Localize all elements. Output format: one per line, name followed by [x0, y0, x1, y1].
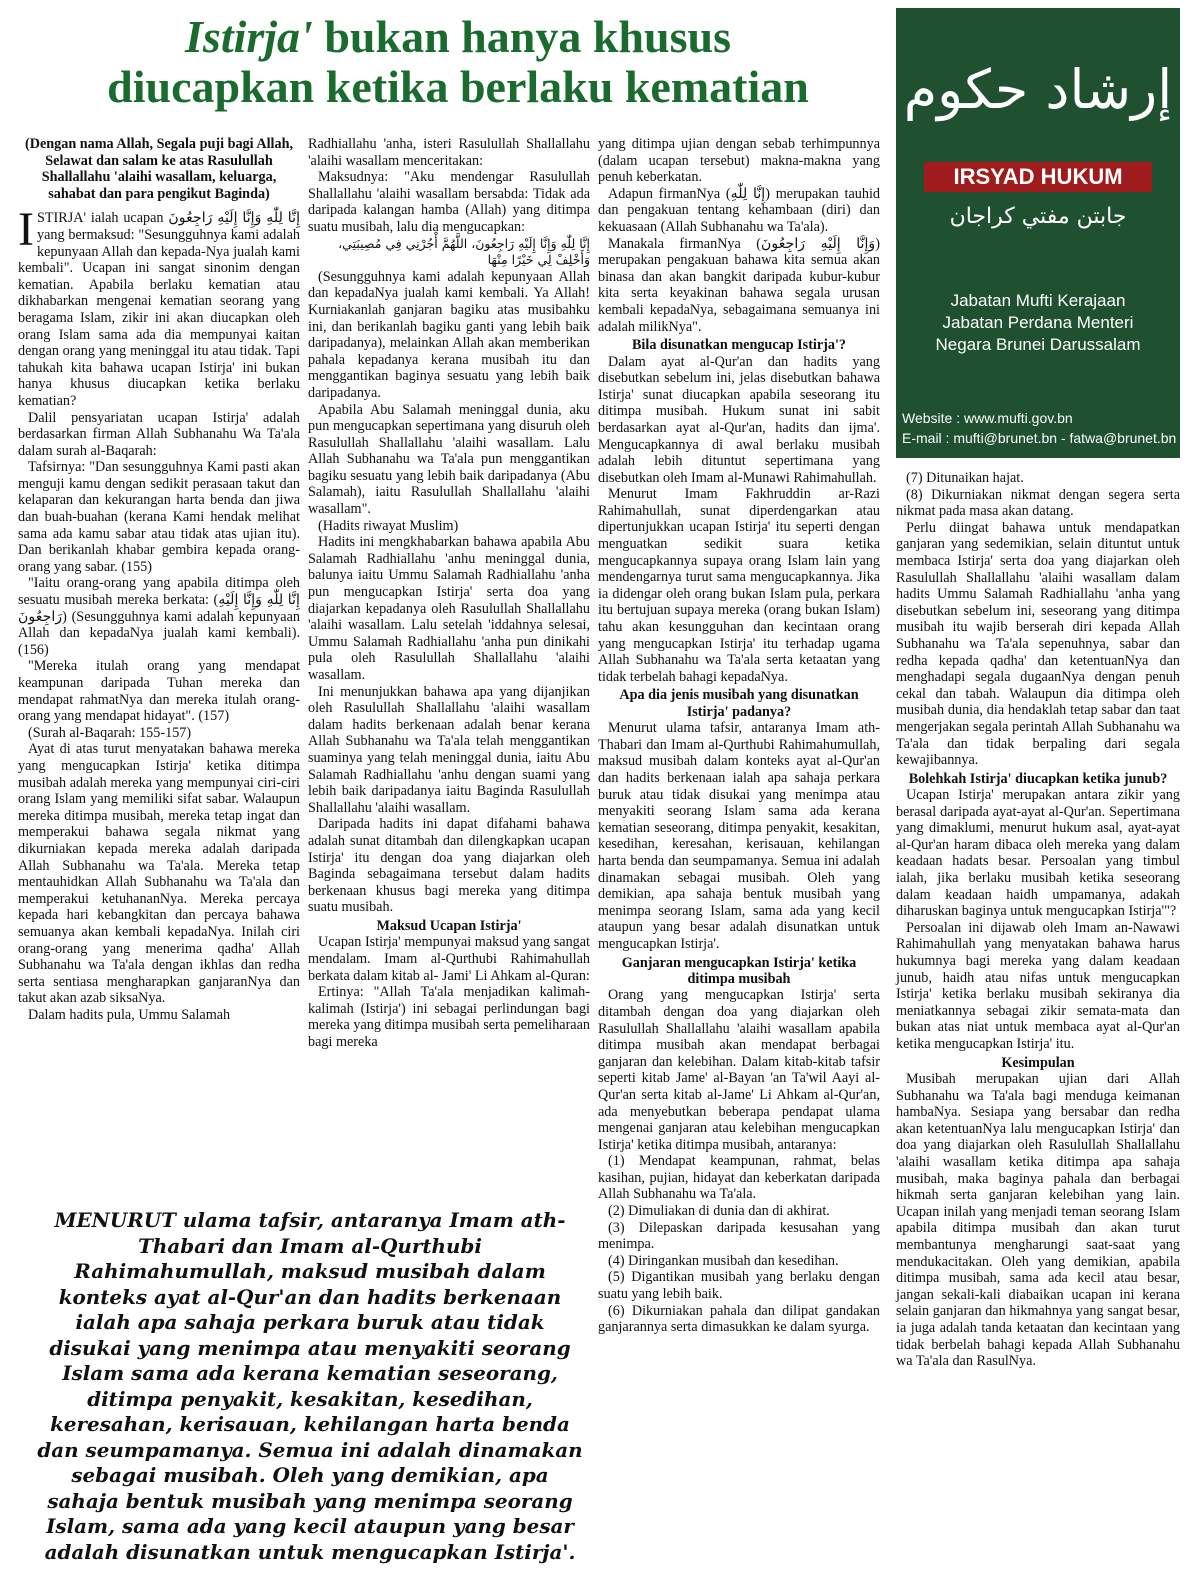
- paragraph: Dalam hadits pula, Ummu Salamah: [28, 1006, 231, 1023]
- paragraph: Menurut Imam Fakhruddin ar-Razi Rahimahullah, sunat diperdengarkan atau dipertunjukkan ucapan Istirja' itu seperti dengan menguatkan sedikit suara ketika mengucapkannya supaya orang Islam lain yang mendengarnya turut sama mengucapkannya. Jika ia didengar oleh orang bukan Islam pula, perkara itu bertujuan supaya mereka (orang bukan Islam) tahu akan kesungguhan dan kecintaan orang yang mengucapkan Istirja' itu terhadap ugama Allah Subhanahu wa Ta'ala serta ketaatan yang tidak terbelah bahagi kepadaNya.: [598, 486, 880, 685]
- website-link[interactable]: Website : www.mufti.gov.bn: [902, 410, 1073, 426]
- paragraph: Perlu diingat bahawa untuk mendapatkan ganjaran yang sedemikian, selain dituntut untuk membaca Istirja' serta doa yang diajarkan oleh Rasulullah Shallallahu 'alaihi wasallam dalam hadits Ummu Salamah Radhiallahu 'anha yang disebutkan sebelum ini, seseorang yang ditimpa musibah itu wajib berserah diri kepada Allah Subhanahu wa Ta'ala sepenuhnya, sabar dan redha kepada qadha' dan ketentuanNya dan menghadapi segala dugaanNya dengan penuh cekal dan tabah. Walaupun dia ditimpa oleh musibah dunia, dia hendaklah tetap sabar dan taat mengerjakan segala perintah Allah Subhanahu wa Ta'ala dan tidak berpaling dari segala kewajibannya.: [896, 519, 1180, 769]
- paragraph: Dalil pensyariatan ucapan Istirja' adalah berdasarkan firman Allah Subhanahu Wa Ta'ala dalam surah al-Baqarah:: [18, 409, 300, 459]
- irsyad-hukum-banner: [896, 8, 1180, 458]
- paragraph: Dalam ayat al-Qur'an dan hadits yang disebutkan sebelum ini, jelas disebutkan bahawa Istirja' sunat diucapkan apabila seseorang itu ditimpa musibah. Hukum sunat ini sabit berdasarkan ayat al-Qur'an, hadits dan ijma'. Mengucapkannya di awal berlaku musibah adalah lebih dituntut sepertimana yang disebutkan oleh Imam al-Munawi Rahimahullah.: [598, 353, 880, 486]
- headline-line2: diucapkan ketika berlaku kematian: [107, 61, 809, 112]
- subheading: Maksud Ucapan Istirja': [376, 917, 522, 934]
- subheading: Ganjaran mengucapkan Istirja' ketika ditimpa musibah: [621, 954, 857, 987]
- drop-cap: I: [18, 203, 34, 257]
- column-2: [308, 136, 590, 1050]
- paragraph: Orang yang mengucapkan Istirja' serta ditambah dengan doa yang diajarkan oleh Rasulullah Shallallahu 'alaihi wasallam apabila ditimpa musibah akan mendapat berbagai ganjaran dan kelebihan. Dalam kitab-kitab tafsir seperti kitab Jame' al-Bayan 'an Ta'wil Aayi al-Qur'an serta kitab al-Jame' Li Ahkam al-Qur'an, ada menyebutkan beberapa pendapat ulama mengenai ganjaran atau kelebihan mengucapkan Istirja' ketika ditimpa musibah, antaranya:: [598, 987, 880, 1153]
- paragraph: Ayat di atas turut menyatakan bahawa mereka yang mengucapkan Istirja' ketika ditimpa musibah adalah mereka yang mempunyai ciri-ciri orang Islam yang memiliki sifat sabar. Walaupun mereka ditimpa musibah, mereka tetap ingat dan memperakui bahawa segala nikmat yang dikurniakan kepada mereka adalah daripada Allah Subhanahu wa Ta'ala. Mereka tetap mentauhidkan Allah Subhanahu wa Ta'ala dan memperakui ketuhananNya. Mereka percaya kepada hari kebangkitan dan percaya bahawa semuanya akan kembali kepadaNya. Inilah ciri orang-orang yang menerima qadha' Allah Subhanahu wa Ta'ala dengan ikhlas dan redha serta sentiasa mengharapkan ganjaranNya dan takut akan azab siksaNya.: [18, 741, 300, 1007]
- agency-block: [896, 290, 1180, 356]
- column-4: [896, 470, 1180, 1370]
- paragraph: (Surah al-Baqarah: 155-157): [28, 724, 192, 741]
- list-item: (5) Digantikan musibah yang berlaku dengan suatu yang lebih baik.: [598, 1269, 880, 1303]
- paragraph: Apabila Abu Salamah meninggal dunia, aku pun mengucapkan sepertimana yang disuruh oleh Rasulullah Shallallahu 'alaihi wasallam. Lalu Allah Subhanahu wa Ta'ala pun menggantikan bagiku sesuatu yang lebih baik daripadanya (Abu Salamah), iaitu Rasulullah Shallallahu 'alaihi wasallam".: [308, 401, 590, 518]
- irsyad-hukum-title: IRSYAD HUKUM: [924, 162, 1152, 192]
- list-item: (8) Dikurniakan nikmat dengan segera serta nikmat pada masa akan datang.: [896, 486, 1180, 520]
- paragraph: Daripada hadits ini dapat difahami bahawa adalah sunat ditambah dan dilengkapkan ucapan Istirja' itu dengan doa yang diajarkan oleh Baginda sebagaimana tersebut dalam hadits berkenaan khusus bagi mereka yang ditimpa suatu musibah.: [308, 816, 590, 916]
- paragraph: Ucapan Istirja' mempunyai maksud yang sangat mendalam. Imam al-Qurthubi Rahimahullah berkata dalam kitab al- Jami' Li Ahkam al-Quran:: [308, 934, 590, 984]
- paragraph: Adapun firmanNya (إِنَّا لِلّٰهِ) merupakan tauhid dan pengakuan tentang kehambaan (diri) dan kekuasaan (Allah Subhanahu wa Ta'ala).: [598, 185, 880, 235]
- list-item: (6) Dikurniakan pahala dan dilipat gandakan ganjarannya serta dimasukkan ke dalam syurga.: [598, 1302, 880, 1336]
- list-item: (7) Ditunaikan hajat.: [906, 470, 1024, 486]
- calligraphy-logo: [896, 8, 1180, 158]
- agency-line-2: Jabatan Perdana Menteri: [942, 313, 1134, 332]
- paragraph: "Iaitu orang-orang yang apabila ditimpa oleh sesuatu musibah mereka berkata: (إِنَّا لِلّٰهِ وَإِنَّا إِلَيْهِ رَاجِعُونَ) (Sesungguhnya kami adalah kepunyaan Allah dan kepadaNya jualah kami kembali). (156): [18, 575, 300, 658]
- paragraph: Ertinya: "Allah Ta'ala menjadikan kalimah-kalimah (Istirja') ini sebagai perlindungan bagi mereka yang ditimpa musibah serta pemeliharaan bagi mereka: [308, 984, 590, 1050]
- contact-block: [902, 408, 1178, 448]
- paragraph: Hadits ini mengkhabarkan bahawa apabila Abu Salamah Radhiallahu 'anhu meninggal dunia, balunya iaitu Ummu Salamah Radhiallahu 'anha pun mengucapkan Istirja' serta doa yang diajarkan kepadanya oleh Rasulullah Shallallahu 'alaihi wasallam. Lalu setelah 'iddahnya selesai, Ummu Salamah Radhiallahu 'anha pun dinikahi pula oleh Rasulullah Shallallahu 'alaihi wasallam.: [308, 534, 590, 683]
- paragraph: Radhiallahu 'anha, isteri Rasulullah Shallallahu 'alaihi wasallam menceritakan:: [308, 136, 590, 169]
- list-item: (3) Dilepaskan daripada kesusahan yang menimpa.: [598, 1219, 880, 1253]
- paragraph: Menurut ulama tafsir, antaranya Imam ath-Thabari dan Imam al-Qurthubi Rahimahumullah, maksud musibah dalam konteks ayat al-Qur'an dan hadits berkenaan ialah apa sahaja perkara buruk atau tidak disukai yang menimpa atau menyakiti seorang Islam sama ada kerana kematian seseorang, ditimpa penyakit, kesakitan, kesedihan, keresahan, kerisauan, kehilangan harta benda dan seumpamanya. Semua ini adalah dinamakan sebagai musibah. Oleh yang demikian, apa sahaja bentuk musibah yang menimpa seorang Islam, sama ada yang kecil ataupun yang besar adalah disunatkan untuk mengucapkan Istirja'.: [598, 720, 880, 952]
- email-link[interactable]: E-mail : mufti@brunet.bn - fatwa@brunet.bn: [902, 430, 1177, 446]
- paragraph: Maksudnya: "Aku mendengar Rasulullah Shallallahu 'alaihi wasallam bersabda: Tidak ada daripada kalangan hamba (Allah) yang ditimpa suatu musibah, lalu dia mengucapkan:: [308, 169, 590, 235]
- subheading: Bolehkah Istirja' diucapkan ketika junub?: [908, 770, 1168, 787]
- paragraph: Ini menunjukkan bahawa apa yang dijanjikan oleh Rasulullah Shallallahu 'alaihi wasallam dalam hadits berkenaan adalah benar kerana Allah Subhanahu wa Ta'ala telah menggantikan suaminya yang telah meninggal dunia, iaitu Abu Salamah Radhiallahu 'anhu dengan suami yang lebih baik daripadanya iaitu Baginda Rasulullah Shallallahu 'alaihi wasallam.: [308, 683, 590, 816]
- paragraph: yang ditimpa ujian dengan sebab terhimpunnya (dalam ucapan tersebut) makna-makna yang penuh keberkatan.: [598, 136, 880, 186]
- paragraph: [18, 203, 301, 409]
- paragraph: Persoalan ini dijawab oleh Imam an-Nawawi Rahimahullah yang menyatakan bahawa harus hukumnya bagi mereka yang dalam keadaan junub, haidh atau nifas untuk mengucapkan Istirja' ketika berlaku musibah sekiranya dia meniatkannya sebagai zikir semata-mata dan bukan atas niat untuk membaca ayat al-Qur'an ketika mengucapkan Istirja' itu.: [896, 919, 1180, 1052]
- arabic-subtitle: جابتن مفتي كراجان: [949, 204, 1127, 229]
- pull-quote: MENURUT ulama tafsir, antaranya Imam ath-Thabari dan Imam al-Qurthubi Rahimahumullah, maksud musibah dalam konteks ayat al-Qur'an dan hadits berkenaan ialah apa sahaja perkara buruk atau tidak disukai yang menimpa atau menyakiti seorang Islam sama ada kerana kematian seseorang, ditimpa penyakit, kesakitan, kesedihan, keresahan, kerisauan, kehilangan harta benda dan seumpamanya. Semua ini adalah dinamakan sebagai musibah. Oleh yang demikian, apa sahaja bentuk musibah yang menimpa seorang Islam, sama ada yang kecil ataupun yang besar adalah disunatkan untuk mengucapkan Istirja'.: [37, 1208, 583, 1564]
- headline: [18, 12, 898, 112]
- paragraph: (Hadits riwayat Muslim): [318, 517, 459, 534]
- paragraph: Musibah merupakan ujian dari Allah Subhanahu wa Ta'ala bagi menduga keimanan hambaNya. Sesiapa yang bersabar dan redha akan ketentuanNya lalu mengucapkan Istirja' dan doa yang diajarkan oleh Rasulullah Shallallahu 'alaihi wasallam ketika ditimpa apa sahaja musibah, maka baginya pahala dan berbagai hikmah serta ganjaran kelebihan yang lain. Ucapan inilah yang menjadi teman seorang Islam apabila ditimpa musibah dan akan turut membantunya mengharungi saat-saat yang mendukacitakan. Oleh yang demikian, apabila ditimpa musibah, sama ada kecil atau besar, jangan sekali-kali diabaikan ucapan ini kerana selain ganjaran dan hikmahnya yang sangat besar, ia juga adalah tanda ketaatan dan kecintaan yang tidak berbelah bahagi kepada Allah Subhanahu wa Ta'ala dan RasulNya.: [896, 1071, 1180, 1370]
- arabic-prayer: إِنَّا لِلّٰهِ وَإِنَّا إِلَيْهِ رَاجِعُونَ، اللَّهُمَّ أْجُرْنِي فِي مُصِيبَتِي، وَأَخْلِفْ لِي خَيْرًا مِنْهَا: [338, 235, 590, 268]
- headline-rest1: bukan hanya khusus: [312, 11, 731, 62]
- column-1: [18, 136, 300, 1023]
- list-item: (4) Diringankan musibah dan kesedihan.: [608, 1252, 839, 1269]
- paragraph: "Mereka itulah orang yang mendapat keampunan daripada Tuhan mereka dan mendapat rahmatNya dan mereka itulah orang-orang yang mendapat hidayat". (157): [18, 658, 300, 725]
- calligraphy-logo-text: إرشاد حكوم: [903, 58, 1173, 121]
- agency-line-3: Negara Brunei Darussalam: [935, 335, 1141, 354]
- subheading: Apa dia jenis musibah yang disunatkan Istirja' padanya?: [619, 687, 859, 720]
- paragraph: Ucapan Istirja' merupakan antara zikir yang berasal daripada ayat-ayat al-Qur'an. Sepertimana yang dimaklumi, menurut hukum asal, ayat-ayat al-Qur'an haram dibaca oleh mereka yang dalam keadaan hadats besar. Persoalan yang timbul ialah, jika berlaku musibah ketika seseorang dalam keadaan haidh umpamanya, adakah diharuskan baginya untuk mengucapkan Istirja'"?: [896, 787, 1180, 920]
- subheading: Bila disunatkan mengucap Istirja'?: [631, 337, 847, 354]
- subheading: Kesimpulan: [1001, 1054, 1075, 1071]
- list-item: (1) Mendapat keampunan, rahmat, belas kasihan, pujian, hidayat dan keberkatan daripada Allah Subhanahu wa Ta'ala.: [598, 1153, 880, 1203]
- paragraph-text: STIRJA' ialah ucapan إِنَّا لِلّٰهِ وَإِنَّا إِلَيْهِ رَاجِعُونَ yang bermaksud: "Sesungguhnya kami adalah kepunyaan Allah dan kepada-Nya jualah kami kembali". Ucapan ini sangat sinonim dengan kematian. Apabila berlaku kematian atau dikhabarkan mengenai kematian seorang yang beragama Islam, zikir ini akan diucapkan oleh orang Islam sama ada dia mempunyai kaitan dengan orang yang meninggal itu atau tidak. Tapi tahukah kita bahawa ucapan Istirja' ini bukan hanya khusus diucapkan ketika berlaku kematian?: [18, 210, 301, 409]
- intro-text: (Dengan nama Allah, Segala puji bagi Allah, Selawat dan salam ke atas Rasulullah Shallallahu 'alaihi wasallam, keluarga, sahabat dan para pengikut Baginda): [24, 136, 294, 202]
- column-3: [598, 136, 880, 1336]
- paragraph: (Sesungguhnya kami adalah kepunyaan Allah dan kepadaNya jualah kami kembali. Ya Allah! Kurniakanlah ganjaran bagiku atas musibahku ini, dan berikanlah bagiku ganti yang lebih baik daripadanya), melainkan Allah akan memberikan pahala kepadanya kerana musibah itu dan menggantikan baginya sesuatu yang lebih baik daripadanya.: [308, 268, 590, 401]
- paragraph: Manakala firmanNya (وَإِنَّا إِلَيْهِ رَاجِعُونَ) merupakan pengakuan bahawa kita semua akan binasa dan akan bangkit daripada kubur-kubur kita serta keyakinan bahawa segala urusan kembali kepadaNya, sebagaimana semuanya ini adalah milikNya".: [598, 235, 880, 335]
- agency-line-1: Jabatan Mufti Kerajaan: [950, 291, 1126, 310]
- headline-word1: Istirja': [185, 11, 313, 62]
- paragraph: Tafsirnya: "Dan sesungguhnya Kami pasti akan menguji kamu dengan sedikit perasaan takut dan kelaparan dan kekurangan harta benda dan jiwa dan buah-buahan (kerana Kami hendak melihat sama ada kamu sabar atau tidak atas ujian itu). Dan berikanlah khabar gembira kepada orang-orang yang sabar. (155): [18, 459, 300, 575]
- list-item: (2) Dimuliakan di dunia dan di akhirat.: [608, 1203, 830, 1220]
